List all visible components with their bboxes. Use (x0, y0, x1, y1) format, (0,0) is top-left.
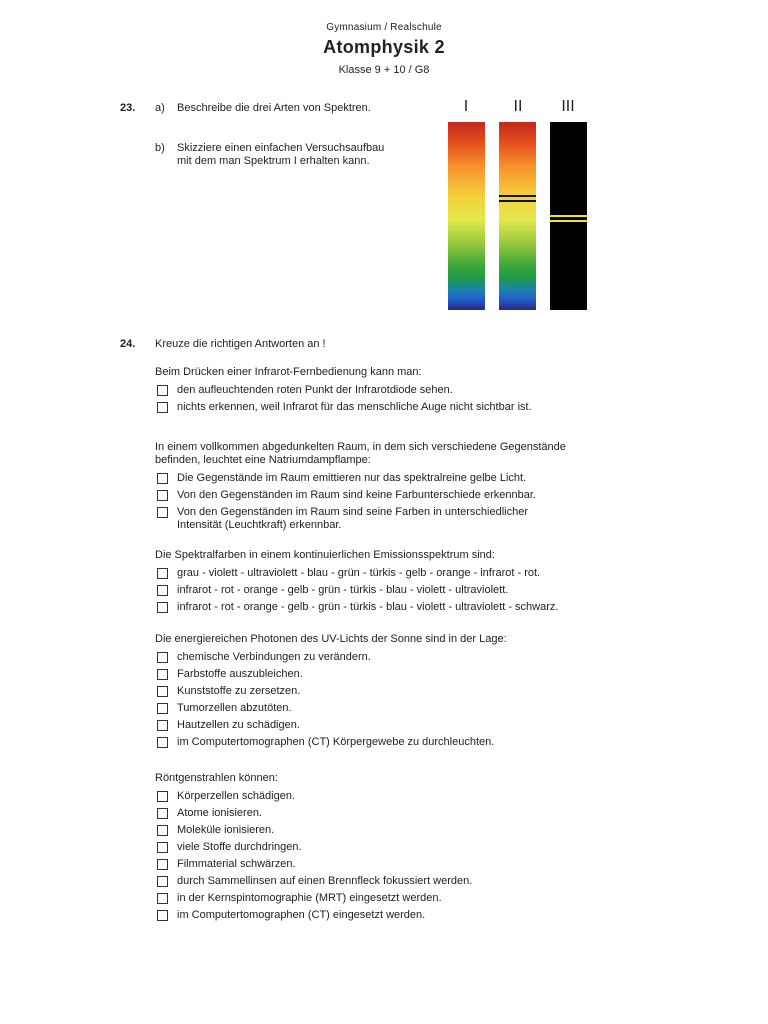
answer-checkbox[interactable] (157, 910, 168, 921)
answer-checkbox[interactable] (157, 791, 168, 802)
answer-option-text: Von den Gegenständen im Raum sind seine Farben in unterschiedlicher (177, 506, 528, 518)
answer-checkbox[interactable] (157, 703, 168, 714)
emission-spectrum (550, 122, 587, 310)
answer-checkbox[interactable] (157, 720, 168, 731)
group-question: In einem vollkommen abgedunkelten Raum, in dem sich verschiedene Gegenstände (155, 441, 566, 453)
answer-checkbox[interactable] (157, 568, 168, 579)
answer-option-text: viele Stoffe durchdringen. (177, 841, 302, 853)
answer-checkbox[interactable] (157, 402, 168, 413)
question-24-number: 24. (120, 338, 136, 350)
answer-checkbox[interactable] (157, 490, 168, 501)
class-level: Klasse 9 + 10 / G8 (338, 64, 430, 76)
answer-option-text: infrarot - rot - orange - gelb - grün - türkis - blau - violett - ultraviolett. (177, 584, 509, 596)
page-title: Atomphysik 2 (323, 37, 445, 57)
answer-option-text: durch Sammellinsen auf einen Brennfleck fokussiert werden. (177, 875, 473, 887)
answer-checkbox[interactable] (157, 473, 168, 484)
answer-checkbox[interactable] (157, 652, 168, 663)
answer-option-text: Kunststoffe zu zersetzen. (177, 685, 301, 697)
answer-checkbox[interactable] (157, 585, 168, 596)
absorption-line (499, 200, 536, 202)
answer-option-text: Moleküle ionisieren. (177, 824, 275, 836)
group-question: Beim Drücken einer Infrarot-Fernbedienung kann man: (155, 366, 422, 378)
answer-option-text: Intensität (Leuchtkraft) erkennbar. (177, 519, 342, 531)
answer-checkbox[interactable] (157, 825, 168, 836)
answer-checkbox[interactable] (157, 507, 168, 518)
continuous-spectrum (448, 122, 485, 310)
q23-b-label: b) (155, 142, 165, 154)
spectrum-label-1: I (463, 98, 469, 115)
question-23-number: 23. (120, 102, 136, 114)
answer-option-text: Farbstoffe auszubleichen. (177, 668, 303, 680)
q23-a-label: a) (155, 102, 165, 114)
answer-option-text: nichts erkennen, weil Infrarot für das menschliche Auge nicht sichtbar ist. (177, 401, 532, 413)
answer-option-text: Körperzellen schädigen. (177, 790, 296, 802)
q24-intro: Kreuze die richtigen Antworten an ! (155, 338, 326, 350)
q23-b-text-line1: Skizziere einen einfachen Versuchsaufbau (177, 142, 385, 154)
answer-checkbox[interactable] (157, 669, 168, 680)
absorption-line (499, 195, 536, 197)
answer-option-text: Filmmaterial schwärzen. (177, 858, 296, 870)
answer-checkbox[interactable] (157, 737, 168, 748)
answer-checkbox[interactable] (157, 842, 168, 853)
answer-option-text: Atome ionisieren. (177, 807, 262, 819)
emission-line (550, 215, 587, 217)
group-question: Die Spektralfarben in einem kontinuierlichen Emissionsspektrum sind: (155, 549, 495, 561)
answer-option-text: grau - violett - ultraviolett - blau - grün - türkis - gelb - orange - infrarot - rot. (177, 567, 541, 579)
answer-option-text: im Computertomographen (CT) Körpergewebe zu durchleuchten. (177, 736, 495, 748)
q23-b-text-line2: mit dem man Spektrum I erhalten kann. (177, 155, 370, 167)
answer-checkbox[interactable] (157, 893, 168, 904)
answer-option-text: infrarot - rot - orange - gelb - grün - türkis - blau - violett - ultraviolett - schwarz. (177, 601, 559, 613)
answer-option-text: den aufleuchtenden roten Punkt der Infrarotdiode sehen. (177, 384, 453, 396)
group-question: Die energiereichen Photonen des UV-Lichts der Sonne sind in der Lage: (155, 633, 507, 645)
answer-option-text: Von den Gegenständen im Raum sind keine Farbunterschiede erkennbar. (177, 489, 536, 501)
answer-checkbox[interactable] (157, 876, 168, 887)
group-question: Röntgenstrahlen können: (155, 772, 278, 784)
answer-option-text: Die Gegenstände im Raum emittieren nur das spektralreine gelbe Licht. (177, 472, 527, 484)
spectrum-label-3: III (561, 98, 575, 115)
answer-option-text: Tumorzellen abzutöten. (177, 702, 292, 714)
answer-option-text: in der Kernspintomographie (MRT) eingesetzt werden. (177, 892, 442, 904)
answer-checkbox[interactable] (157, 602, 168, 613)
absorption-spectrum (499, 122, 536, 310)
spectrum-label-2: II (513, 98, 523, 115)
school-type: Gymnasium / Realschule (326, 22, 442, 33)
q23-a-text: Beschreibe die drei Arten von Spektren. (177, 102, 371, 114)
answer-checkbox[interactable] (157, 385, 168, 396)
answer-option-text: Hautzellen zu schädigen. (177, 719, 300, 731)
answer-checkbox[interactable] (157, 808, 168, 819)
group-question: befinden, leuchtet eine Natriumdampflampe: (155, 454, 371, 466)
answer-checkbox[interactable] (157, 686, 168, 697)
answer-checkbox[interactable] (157, 859, 168, 870)
emission-line (550, 220, 587, 222)
answer-option-text: chemische Verbindungen zu verändern. (177, 651, 371, 663)
answer-option-text: im Computertomographen (CT) eingesetzt werden. (177, 909, 426, 921)
